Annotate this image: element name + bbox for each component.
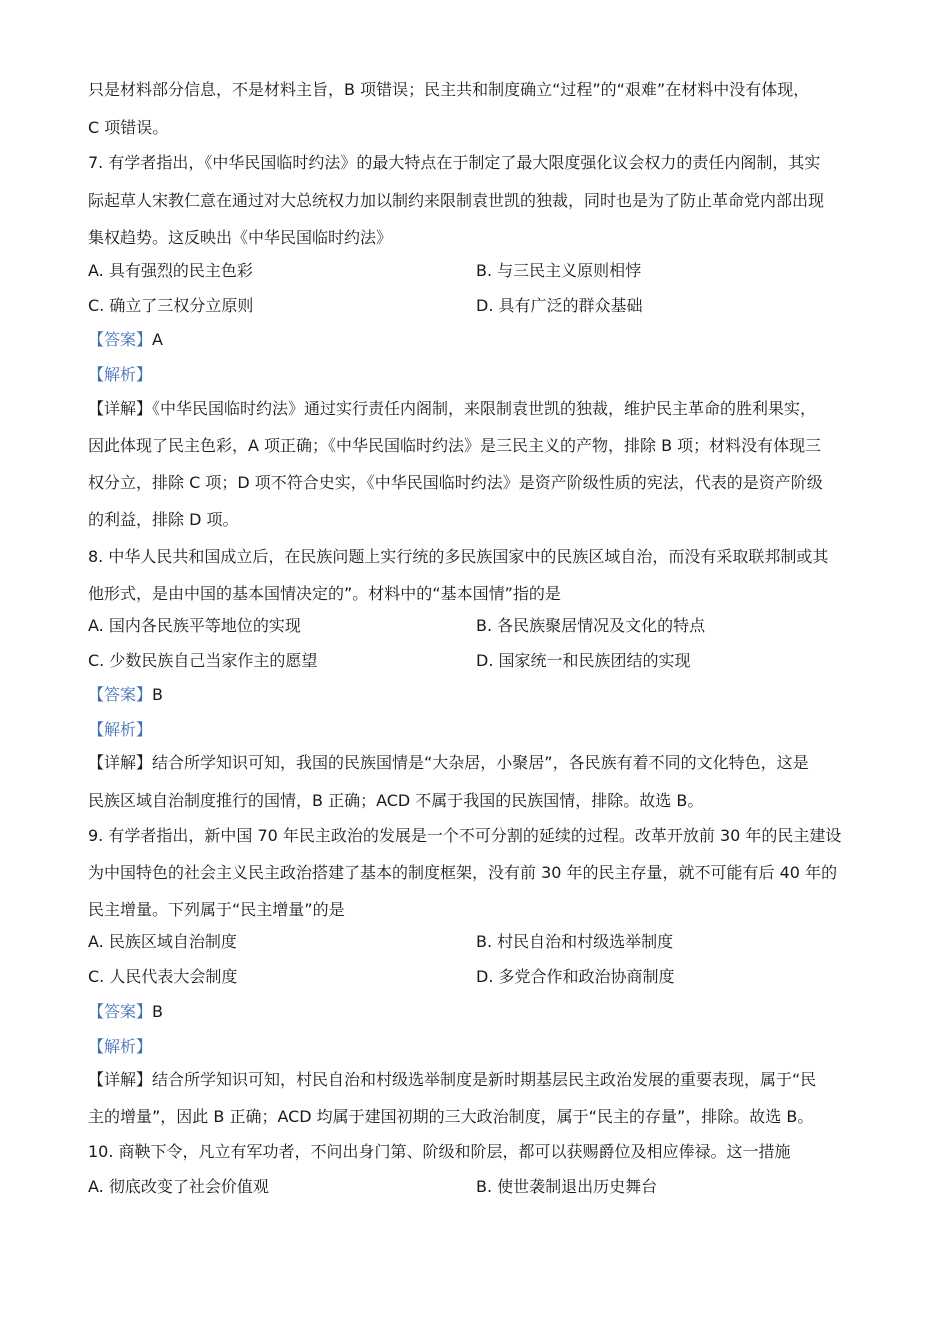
q8-answer-line <box>88 684 878 706</box>
q10-option-a: A. 彻底改变了社会价值观 <box>88 1177 269 1196</box>
q9-stem-line-2: 为中国特色的社会主义民主政治搭建了基本的制度框架，没有前 30 年的民主存量，就不可能有后 40 年的 <box>88 863 838 882</box>
q9-stem-line-3: 民主增量。下列属于“民主增量”的是 <box>88 900 345 919</box>
detail-label: 【详解】 <box>88 1070 153 1089</box>
answer-label: 【答案】 <box>88 685 153 704</box>
detail-label: 【详解】 <box>88 753 153 772</box>
q9-stem-line-1: 9. 有学者指出，新中国 70 年民主政治的发展是一个不可分割的延续的过程。改革开放前 30 年的民主建设 <box>88 826 842 845</box>
q9-answer-line <box>88 1001 878 1023</box>
q9-option-b: B. 村民自治和村级选举制度 <box>476 932 674 951</box>
intro-line-1: 只是材料部分信息，不是材料主旨，B 项错误；民主共和制度确立“过程”的“艰难”在材料中没有体现， <box>88 80 810 99</box>
q7-option-d: D. 具有广泛的群众基础 <box>476 296 643 315</box>
analysis-label: 【解析】 <box>88 365 153 384</box>
q9-analysis-label <box>88 1036 878 1058</box>
q7-detail-text-1: 《中华民国临时约法》通过实行责任内阁制，来限制袁世凯的独裁，维护民主革命的胜利果实， <box>152 399 817 418</box>
answer-label: 【答案】 <box>88 330 153 349</box>
q8-option-d: D. 国家统一和民族团结的实现 <box>476 651 691 670</box>
q8-detail-text-1: 结合所学知识可知，我国的民族国情是“大杂居，小聚居”，各民族有着不同的文化特色，这是 <box>152 753 809 772</box>
q7-detail-line-3: 权分立，排除 C 项；D 项不符合史实，《中华民国临时约法》是资产阶级性质的宪法，代表的是资产阶级 <box>88 473 823 492</box>
q7-answer-line <box>88 329 878 351</box>
q7-option-b: B. 与三民主义原则相悖 <box>476 261 642 280</box>
q8-detail-line-1 <box>88 752 878 774</box>
q8-stem-line-2: 他形式，是由中国的基本国情决定的”。材料中的“基本国情”指的是 <box>88 584 561 603</box>
q9-answer: B <box>152 1002 163 1021</box>
q7-stem-line-2: 际起草人宋教仁意在通过对大总统权力加以制约来限制袁世凯的独裁，同时也是为了防止革命党内部出现 <box>88 191 825 210</box>
q7-detail-line-1 <box>88 398 878 420</box>
q7-answer: A <box>152 330 163 349</box>
q7-option-c: C. 确立了三权分立原则 <box>88 296 254 315</box>
q10-option-b: B. 使世袭制退出历史舞台 <box>476 1177 658 1196</box>
q8-detail-line-2: 民族区域自治制度推行的国情，B 正确；ACD 不属于我国的民族国情，排除。故选 B。 <box>88 791 704 810</box>
q10-stem-line-1: 10. 商鞅下令，凡立有军功者，不问出身门第、阶级和阶层，都可以获赐爵位及相应俸禄。这一措施 <box>88 1142 791 1161</box>
q7-stem-line-1: 7. 有学者指出，《中华民国临时约法》的最大特点在于制定了最大限度强化议会权力的责任内阁制，其实 <box>88 153 821 172</box>
q8-option-c: C. 少数民族自己当家作主的愿望 <box>88 651 318 670</box>
q8-option-a: A. 国内各民族平等地位的实现 <box>88 616 301 635</box>
analysis-label: 【解析】 <box>88 720 153 739</box>
analysis-label: 【解析】 <box>88 1037 153 1056</box>
intro-line-2: C 项错误。 <box>88 118 169 137</box>
detail-label: 【详解】 <box>88 399 153 418</box>
q9-option-d: D. 多党合作和政治协商制度 <box>476 967 675 986</box>
q9-detail-text-1: 结合所学知识可知，村民自治和村级选举制度是新时期基层民主政治发展的重要表现，属于“民 <box>152 1070 817 1089</box>
q8-analysis-label <box>88 719 878 741</box>
q8-answer: B <box>152 685 163 704</box>
q7-detail-line-2: 因此体现了民主色彩，A 项正确；《中华民国临时约法》是三民主义的产物，排除 B 项；材料没有体现三 <box>88 436 822 455</box>
q7-detail-line-4: 的利益，排除 D 项。 <box>88 510 239 529</box>
q7-option-a: A. 具有强烈的民主色彩 <box>88 261 253 280</box>
q8-stem-line-1: 8. 中华人民共和国成立后，在民族问题上实行统的多民族国家中的民族区域自治，而没有采取联邦制或其 <box>88 547 829 566</box>
q7-analysis-label <box>88 364 878 386</box>
answer-label: 【答案】 <box>88 1002 153 1021</box>
q9-option-c: C. 人民代表大会制度 <box>88 967 238 986</box>
q9-detail-line-1 <box>88 1069 878 1091</box>
q7-stem-line-3: 集权趋势。这反映出《中华民国临时约法》 <box>88 228 393 247</box>
q8-option-b: B. 各民族聚居情况及文化的特点 <box>476 616 706 635</box>
q9-detail-line-2: 主的增量”，因此 B 正确；ACD 均属于建国初期的三大政治制度，属于“民主的存量”，排除。故选 B。 <box>88 1107 814 1126</box>
q9-option-a: A. 民族区域自治制度 <box>88 932 237 951</box>
